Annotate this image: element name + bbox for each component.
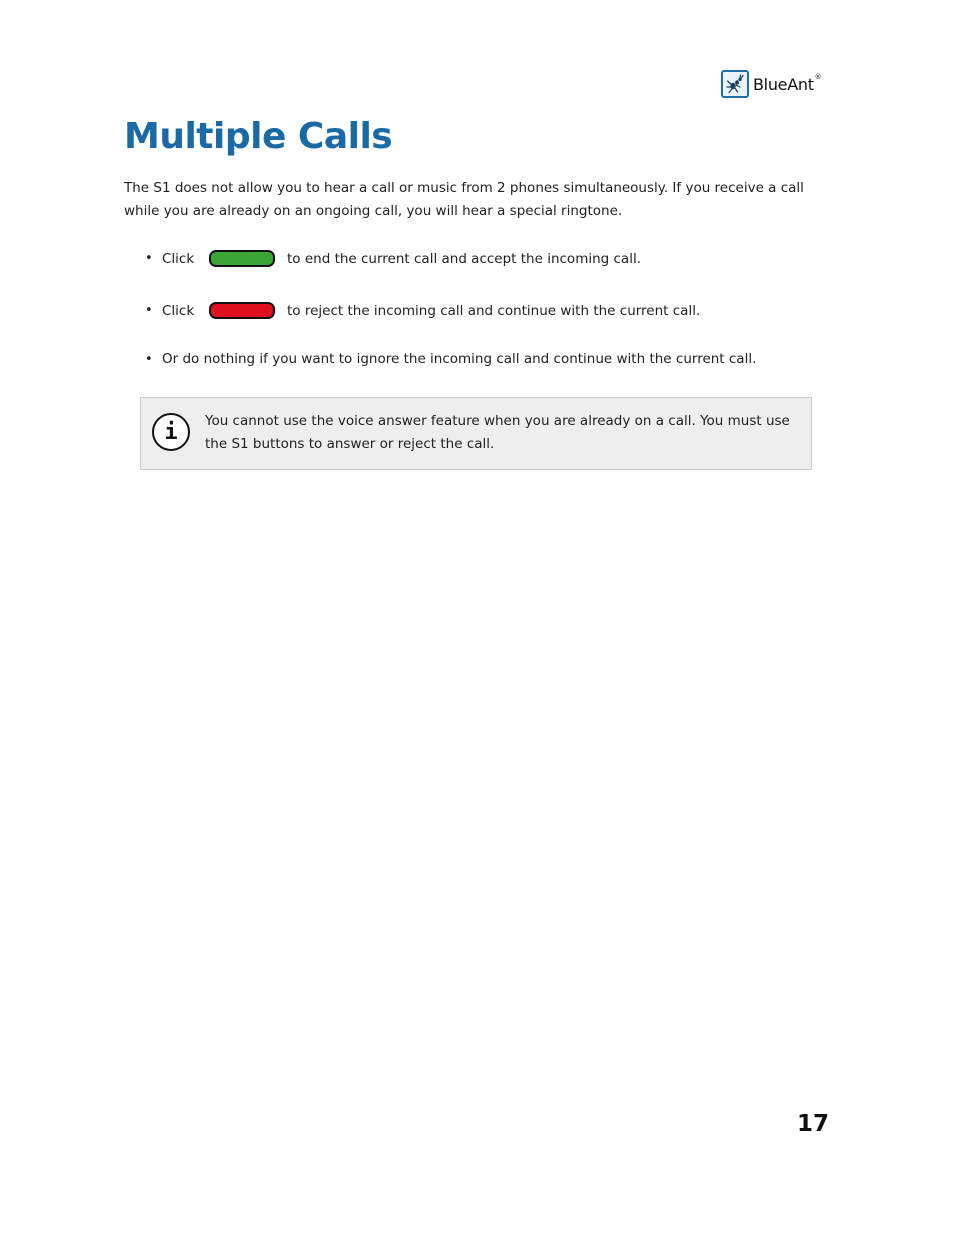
info-note bbox=[140, 397, 812, 470]
blueant-ant-icon bbox=[721, 70, 749, 98]
bullet-accept-call bbox=[145, 250, 641, 267]
page-title: Multiple Calls bbox=[124, 116, 393, 157]
bullet-marker: • bbox=[145, 251, 153, 266]
bullet-marker: • bbox=[145, 303, 153, 318]
bullet-reject-call bbox=[145, 302, 700, 319]
green-call-key-icon bbox=[209, 250, 275, 267]
bullet-ignore-call bbox=[145, 351, 756, 367]
bullet-click-label: Click bbox=[162, 250, 195, 267]
info-icon: i bbox=[152, 413, 190, 451]
logo-wordmark: BlueAnt® bbox=[753, 72, 822, 94]
registered-mark: ® bbox=[814, 72, 822, 81]
info-note-text: You cannot use the voice answer feature when you are already on a call. You must use the S1 buttons to answer or reject the call. bbox=[205, 413, 790, 452]
intro-paragraph: The S1 does not allow you to hear a call or music from 2 phones simultaneously. If you receive a call while you are already on an ongoing call, you will hear a special ringtone. bbox=[124, 180, 804, 219]
bullet-click-label: Click bbox=[162, 302, 195, 319]
brand-logo bbox=[721, 70, 821, 98]
bullet-text: Or do nothing if you want to ignore the incoming call and continue with the current call. bbox=[162, 351, 757, 367]
page-number: 17 bbox=[796, 1111, 829, 1137]
red-call-key-icon bbox=[209, 302, 275, 319]
bullet-text: to reject the incoming call and continue with the current call. bbox=[287, 302, 701, 319]
bullet-text: to end the current call and accept the incoming call. bbox=[287, 250, 641, 267]
bullet-marker: • bbox=[145, 351, 153, 367]
